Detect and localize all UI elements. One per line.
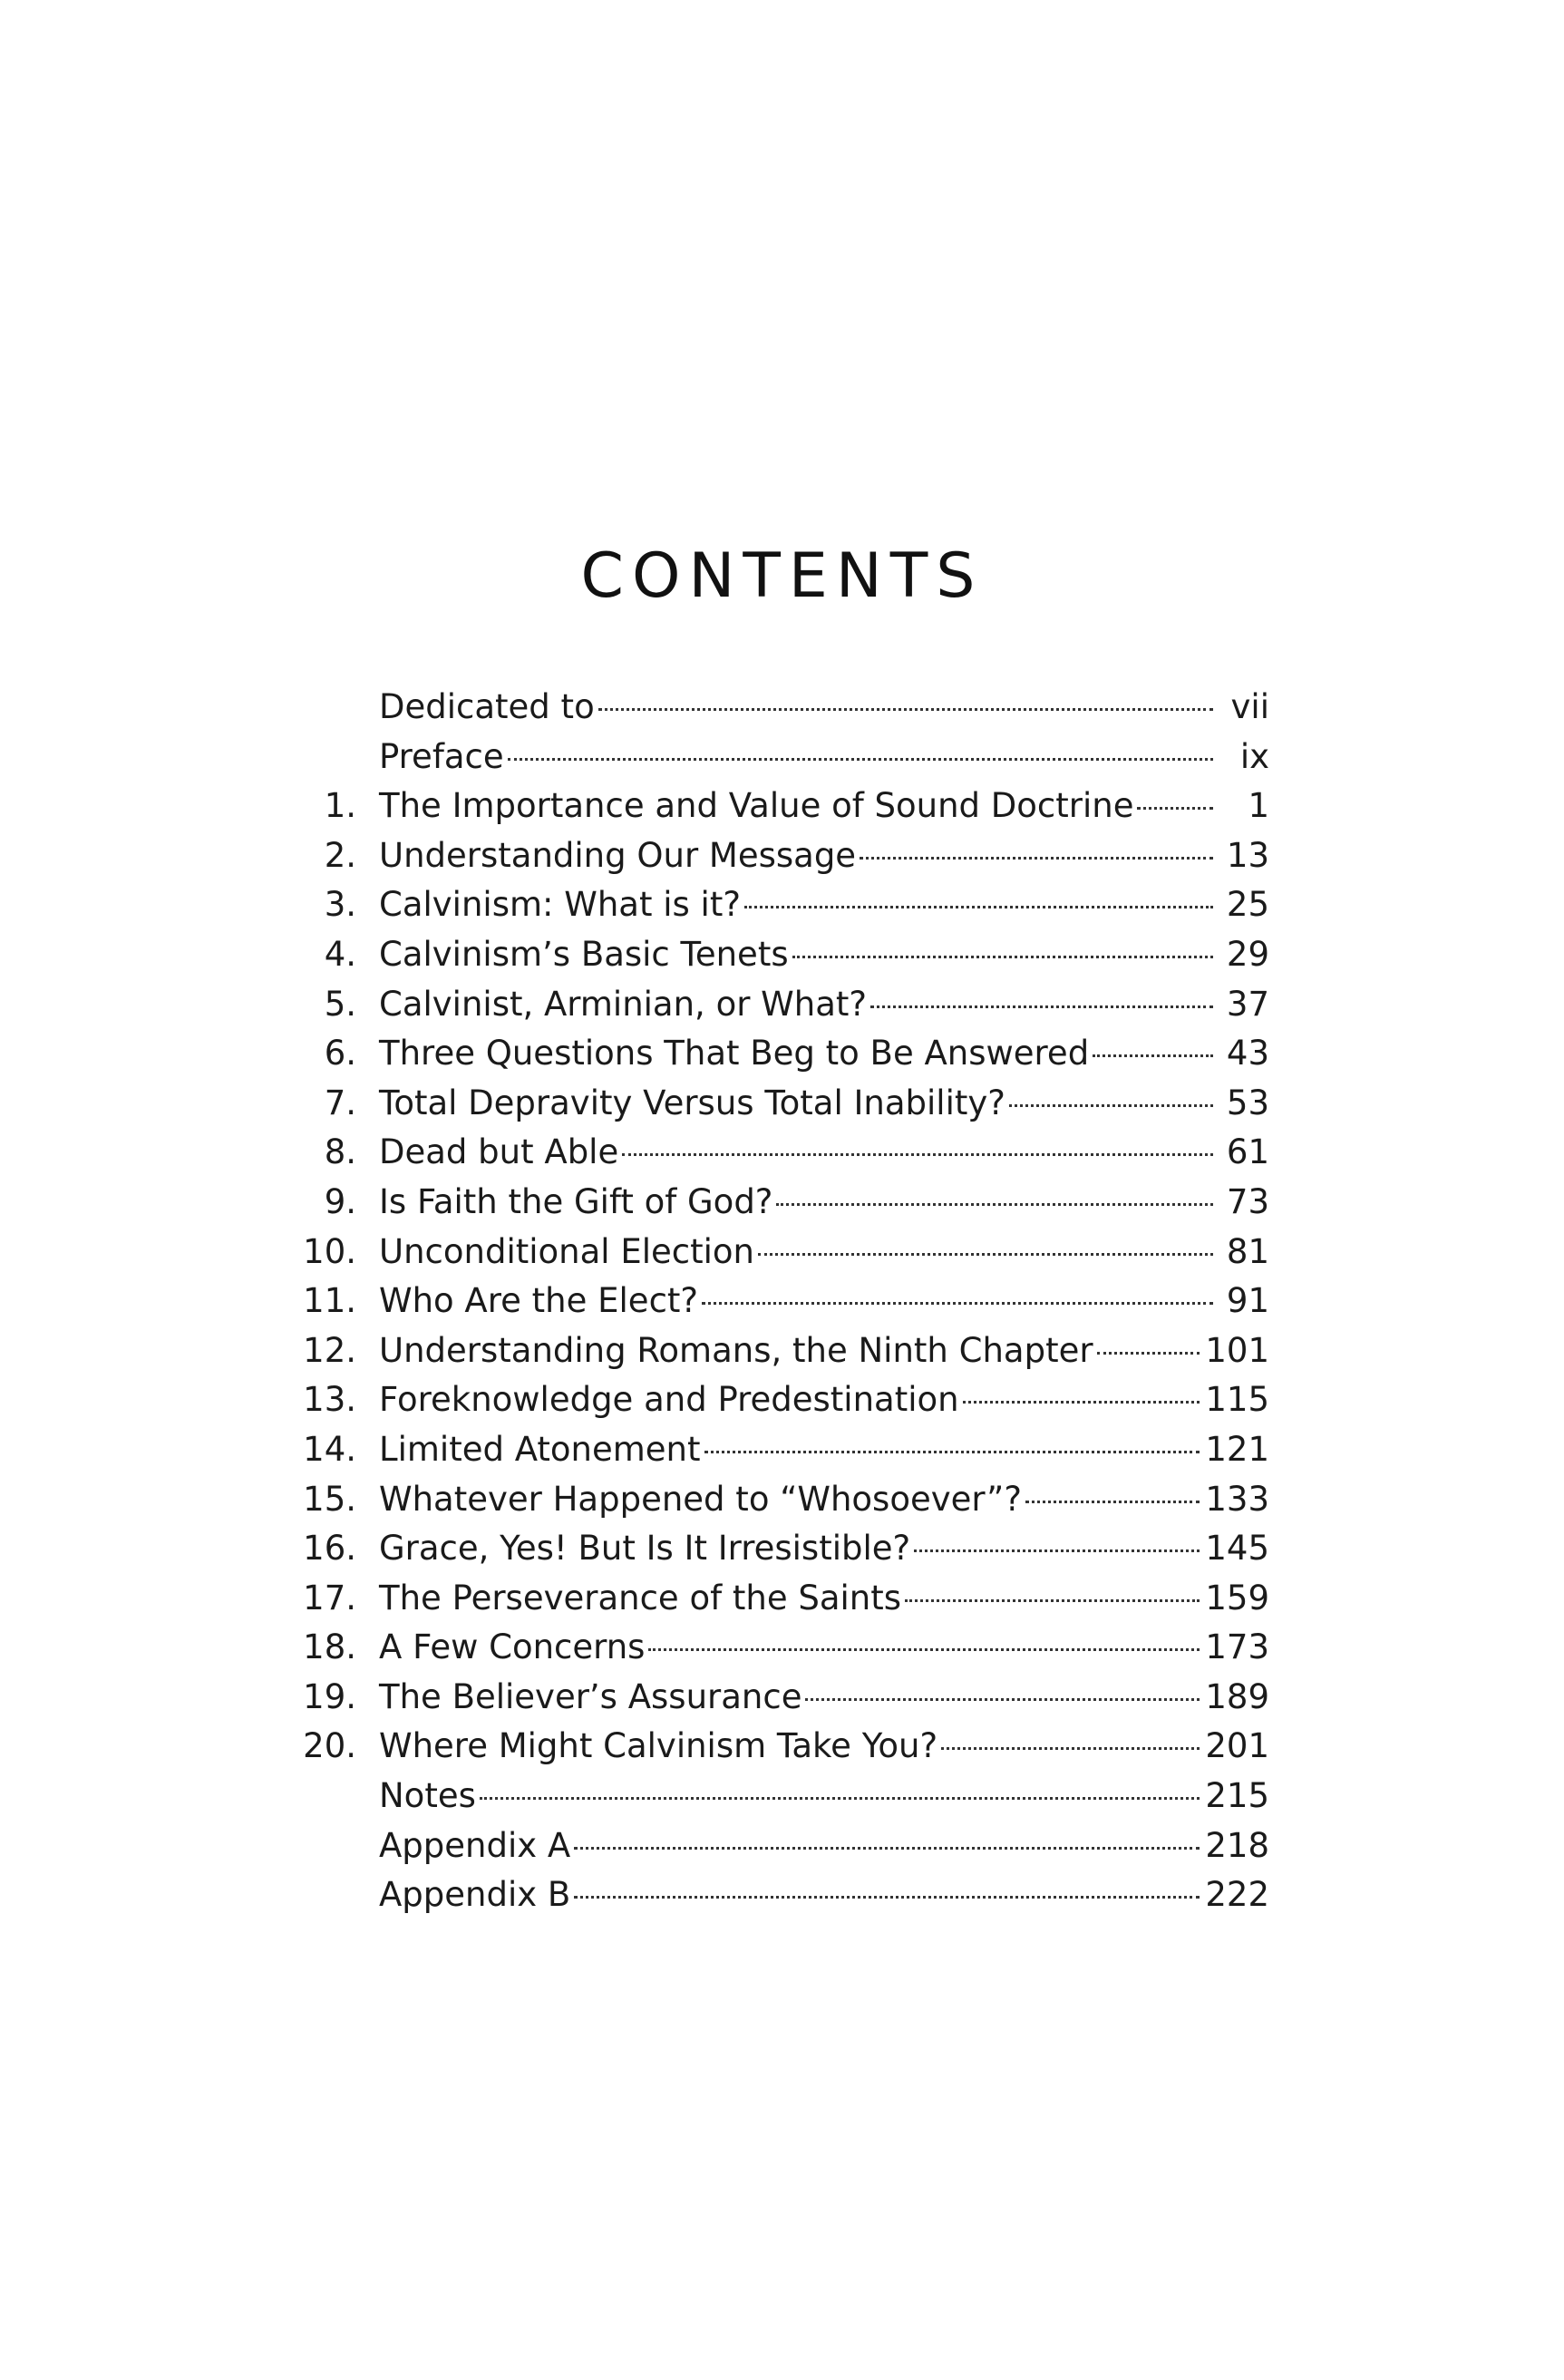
page-number: 159 [1205, 1578, 1269, 1617]
dot-leader [704, 1424, 1200, 1461]
toc-entry[interactable] [290, 1573, 1269, 1623]
entry-title: Dedicated to [379, 687, 595, 726]
chapter-number: 7. [324, 1083, 356, 1122]
dot-leader [758, 1227, 1213, 1263]
dot-leader [1025, 1474, 1200, 1511]
dot-leader [1009, 1078, 1213, 1114]
entry-title: The Believer’s Assurance [379, 1676, 802, 1716]
page-number: 222 [1205, 1875, 1269, 1915]
table-of-contents [290, 682, 1269, 1919]
entry-title: Three Questions That Beg to Be Answered [379, 1034, 1090, 1073]
chapter-number: 10. [303, 1231, 356, 1271]
entry-title: Where Might Calvinism Take You? [379, 1726, 938, 1766]
chapter-number: 1. [324, 786, 356, 826]
page-number: ix [1239, 736, 1269, 776]
toc-entry[interactable] [290, 879, 1269, 929]
entry-title: Limited Atonement [379, 1429, 701, 1469]
entry-title: Who Are the Elect? [379, 1281, 699, 1321]
toc-entry[interactable] [290, 1523, 1269, 1573]
page-number: 121 [1205, 1429, 1269, 1469]
page-number: 37 [1226, 984, 1269, 1024]
chapter-number: 11. [303, 1281, 356, 1321]
page-number: 29 [1226, 934, 1269, 974]
chapter-number: 6. [324, 1034, 356, 1073]
toc-entry[interactable] [290, 781, 1269, 831]
page-number: 91 [1226, 1281, 1269, 1321]
toc-entry[interactable] [290, 1721, 1269, 1771]
toc-entry[interactable] [290, 1771, 1269, 1821]
chapter-number: 4. [324, 934, 356, 974]
dot-leader [941, 1721, 1200, 1757]
toc-entry[interactable] [290, 979, 1269, 1029]
toc-entry[interactable] [290, 1474, 1269, 1524]
entry-title: The Perseverance of the Saints [379, 1578, 902, 1617]
dot-leader [648, 1622, 1200, 1658]
entry-title: Whatever Happened to “Whosoever”? [379, 1479, 1022, 1519]
dot-leader [622, 1127, 1213, 1163]
chapter-number: 2. [324, 835, 356, 875]
toc-entry[interactable] [290, 929, 1269, 979]
entry-title: Preface [379, 736, 504, 776]
toc-entry[interactable] [290, 1870, 1269, 1919]
page-number: 61 [1226, 1132, 1269, 1172]
entry-title: Total Depravity Versus Total Inability? [379, 1083, 1005, 1122]
page-number: 101 [1205, 1330, 1269, 1370]
dot-leader [963, 1375, 1200, 1411]
page-number: 115 [1205, 1380, 1269, 1420]
entry-title: Calvinist, Arminian, or What? [379, 984, 868, 1024]
chapter-number: 12. [303, 1330, 356, 1370]
toc-entry[interactable] [290, 1622, 1269, 1672]
page-number: vii [1230, 687, 1269, 726]
toc-entry[interactable] [290, 1078, 1269, 1128]
dot-leader [1097, 1326, 1200, 1362]
dot-leader [574, 1870, 1200, 1906]
entry-title: Calvinism: What is it? [379, 885, 741, 925]
dot-leader [860, 831, 1213, 867]
dot-leader [776, 1177, 1213, 1213]
page-number: 173 [1205, 1627, 1269, 1667]
entry-title: Grace, Yes! But Is It Irresistible? [379, 1529, 911, 1569]
toc-entry[interactable] [290, 1028, 1269, 1078]
chapter-number: 3. [324, 885, 356, 925]
toc-entry[interactable] [290, 1326, 1269, 1375]
toc-entry[interactable] [290, 732, 1269, 782]
entry-title: Is Faith the Gift of God? [379, 1181, 773, 1221]
chapter-number: 5. [324, 984, 356, 1024]
chapter-number: 8. [324, 1132, 356, 1172]
chapter-number: 13. [303, 1380, 356, 1420]
chapter-number: 16. [303, 1529, 356, 1569]
entry-title: Notes [379, 1776, 476, 1816]
dot-leader [805, 1672, 1200, 1708]
page-number: 73 [1226, 1181, 1269, 1221]
entry-title: The Importance and Value of Sound Doctrine [379, 786, 1134, 826]
page-number: 145 [1205, 1529, 1269, 1569]
toc-entry[interactable] [290, 1227, 1269, 1277]
dot-leader [1137, 781, 1213, 817]
chapter-number: 18. [303, 1627, 356, 1667]
page-number: 43 [1226, 1034, 1269, 1073]
entry-title: Understanding Romans, the Ninth Chapter [379, 1330, 1093, 1370]
toc-entry[interactable] [290, 1127, 1269, 1177]
dot-leader [574, 1821, 1200, 1857]
entry-title: Calvinism’s Basic Tenets [379, 934, 789, 974]
entry-title: Appendix B [379, 1875, 571, 1915]
page-number: 215 [1205, 1776, 1269, 1816]
dot-leader [1093, 1028, 1213, 1064]
page-number: 133 [1205, 1479, 1269, 1519]
dot-leader [480, 1771, 1200, 1807]
toc-entry[interactable] [290, 1177, 1269, 1227]
entry-title: Appendix A [379, 1825, 571, 1865]
toc-entry[interactable] [290, 682, 1269, 732]
entry-title: Understanding Our Message [379, 835, 857, 875]
page-number: 25 [1226, 885, 1269, 925]
page-number: 53 [1226, 1083, 1269, 1122]
dot-leader [508, 732, 1213, 768]
toc-entry[interactable] [290, 1424, 1269, 1474]
chapter-number: 15. [303, 1479, 356, 1519]
chapter-number: 20. [303, 1726, 356, 1766]
page-number: 81 [1226, 1231, 1269, 1271]
toc-entry[interactable] [290, 1672, 1269, 1722]
chapter-number: 14. [303, 1429, 356, 1469]
dot-leader [870, 979, 1213, 1015]
page-number: 201 [1205, 1726, 1269, 1766]
page-number: 13 [1226, 835, 1269, 875]
page-number: 218 [1205, 1825, 1269, 1865]
entry-title: A Few Concerns [379, 1627, 646, 1667]
dot-leader [792, 929, 1213, 966]
toc-entry[interactable] [290, 1821, 1269, 1870]
dot-leader [598, 682, 1213, 718]
entry-title: Foreknowledge and Predestination [379, 1380, 959, 1420]
page-title: CONTENTS [580, 539, 984, 612]
chapter-number: 19. [303, 1676, 356, 1716]
entry-title: Unconditional Election [379, 1231, 754, 1271]
dot-leader [914, 1523, 1200, 1559]
toc-entry[interactable] [290, 1276, 1269, 1326]
dot-leader [905, 1573, 1200, 1609]
page-number: 1 [1248, 786, 1269, 826]
dot-leader [702, 1276, 1213, 1312]
toc-entry[interactable] [290, 1375, 1269, 1424]
page-number: 189 [1205, 1676, 1269, 1716]
chapter-number: 9. [324, 1181, 356, 1221]
dot-leader [744, 879, 1213, 916]
entry-title: Dead but Able [379, 1132, 619, 1172]
chapter-number: 17. [303, 1578, 356, 1617]
toc-entry[interactable] [290, 831, 1269, 880]
